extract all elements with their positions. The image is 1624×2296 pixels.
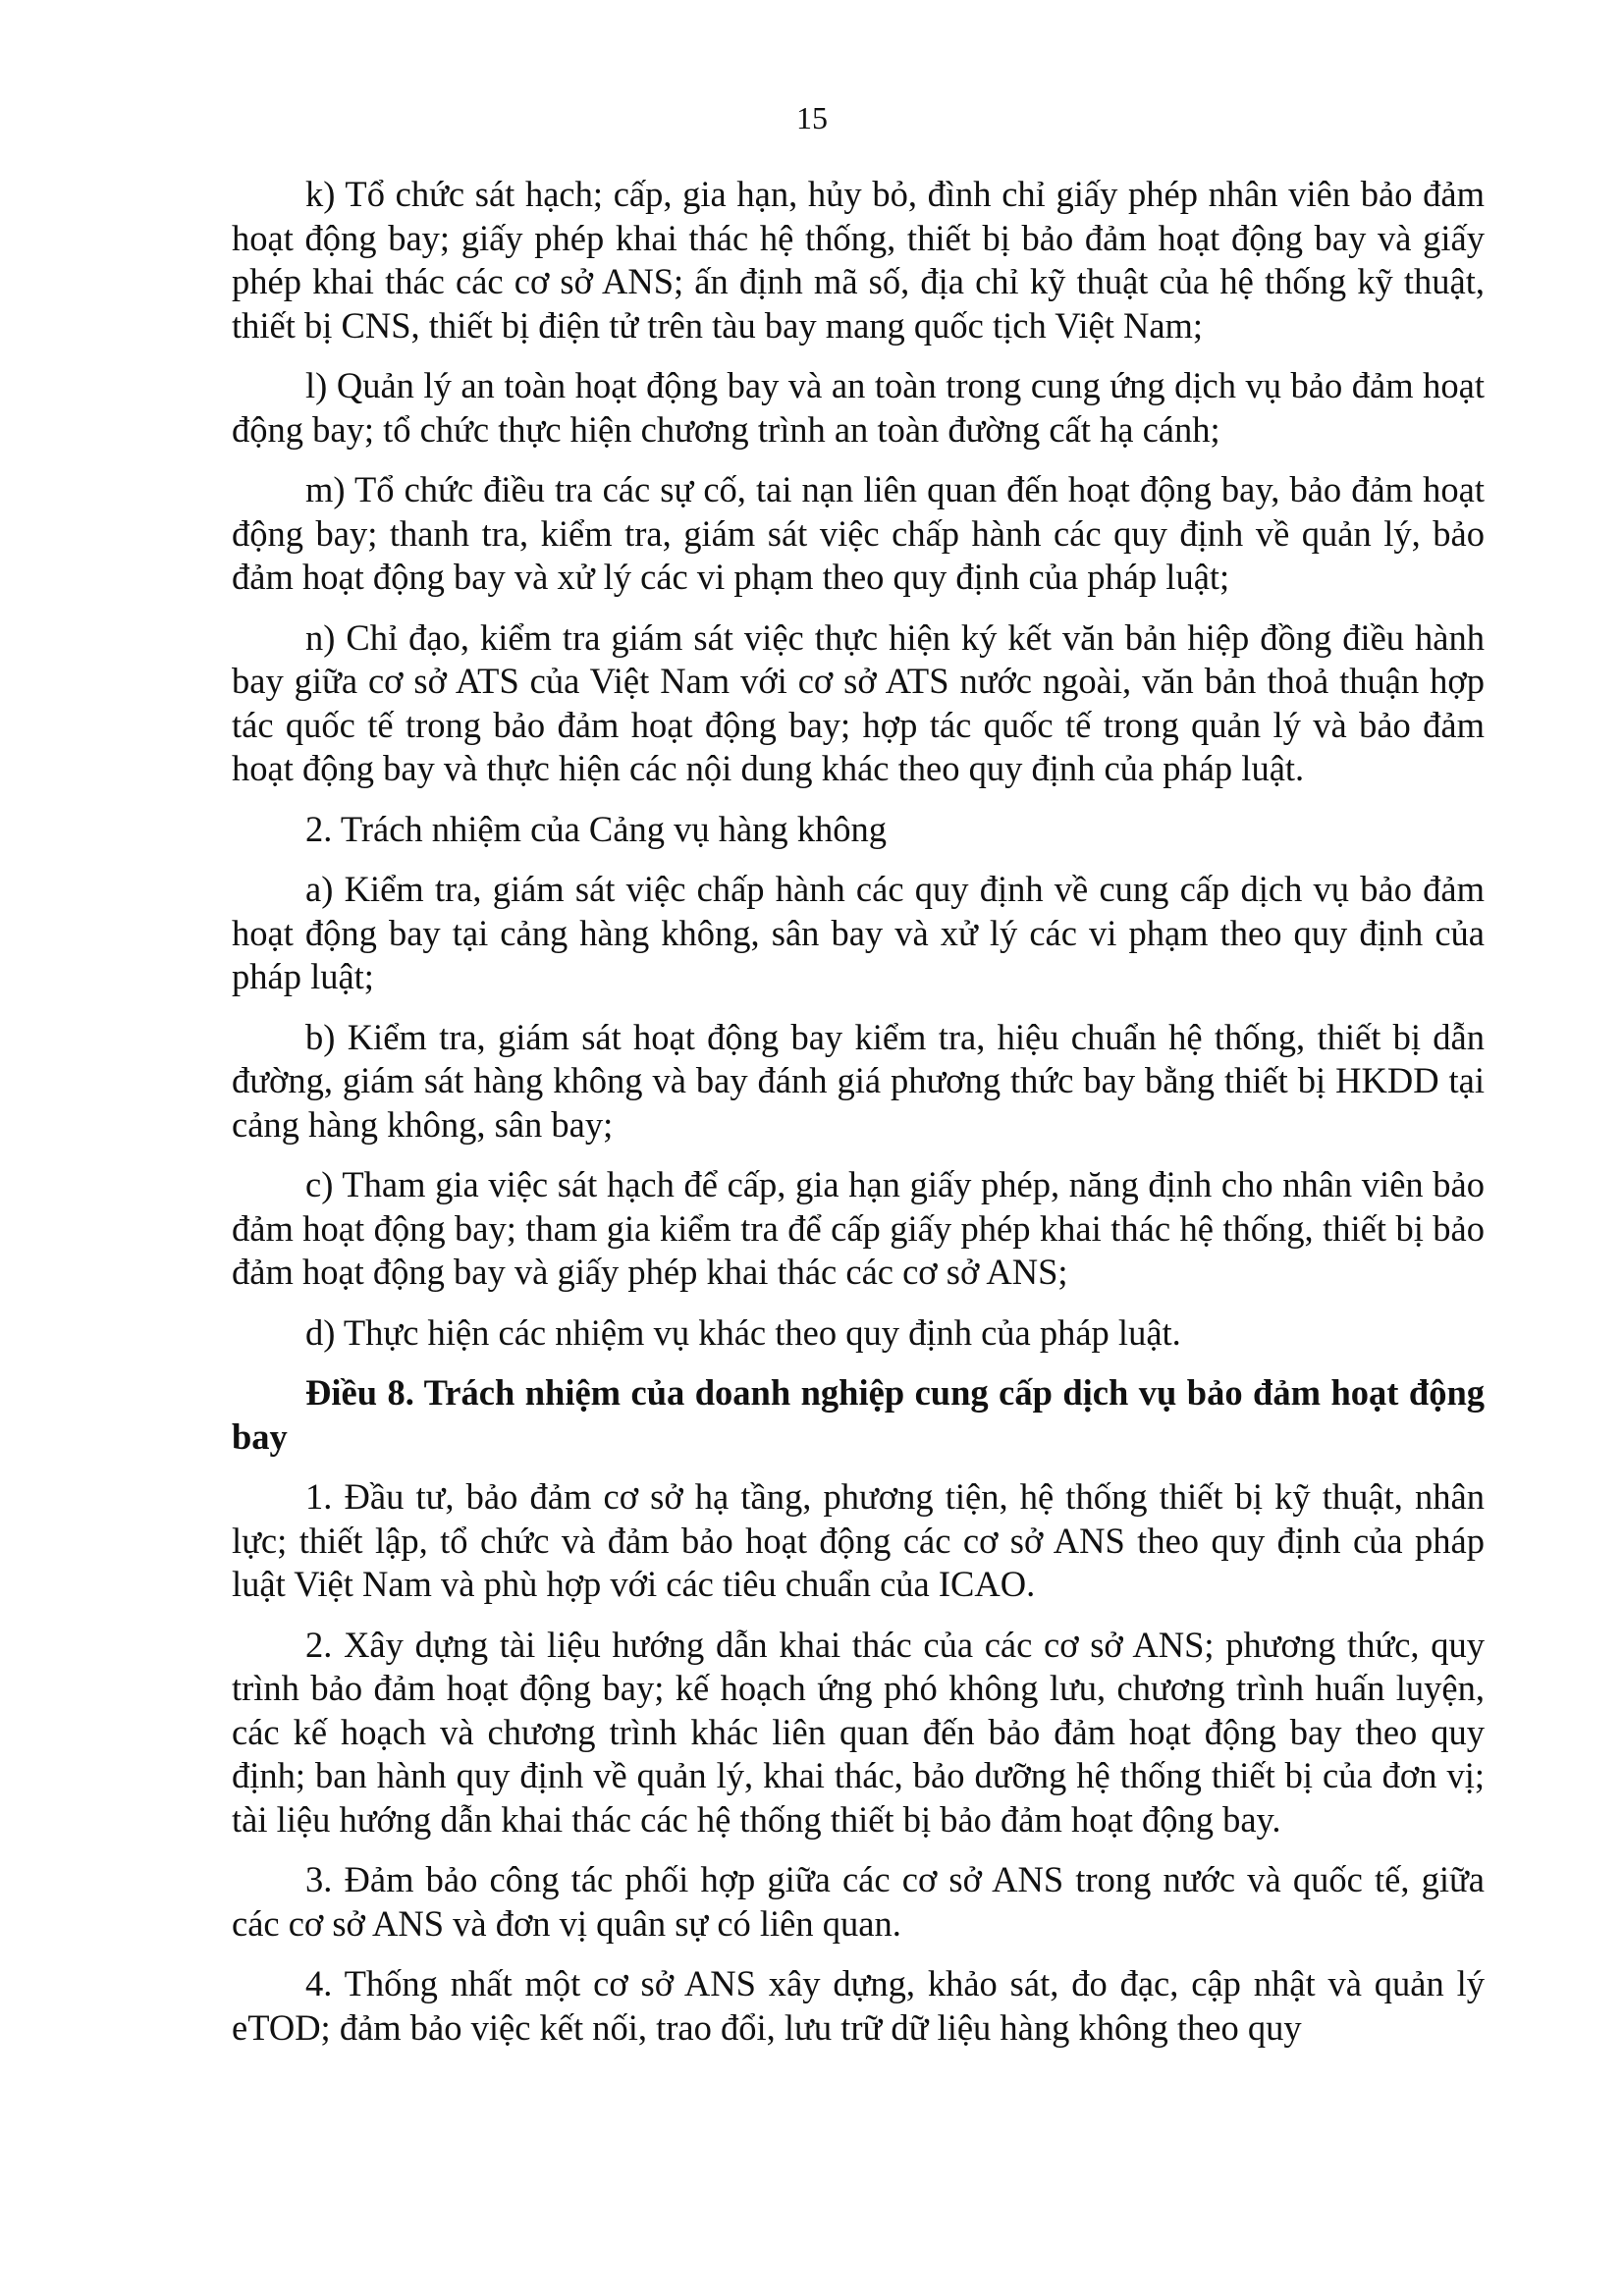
paragraph-m: m) Tổ chức điều tra các sự cố, tai nạn liên quan đến hoạt động bay, bảo đảm hoạt động bay; thanh tra, kiểm tra, giám sát việc chấp hành các quy định về quản lý, bảo đảm hoạt động bay và xử lý các vi phạm theo quy định của pháp luật; <box>232 469 1485 597</box>
article-8-clause-3: 3. Đảm bảo công tác phối hợp giữa các cơ sở ANS trong nước và quốc tế, giữa các cơ sở ANS và đơn vị quân sự có liên quan. <box>232 1859 1485 1944</box>
paragraph-c: c) Tham gia việc sát hạch để cấp, gia hạn giấy phép, năng định cho nhân viên bảo đảm hoạt động bay; tham gia kiểm tra để cấp giấy phép khai thác hệ thống, thiết bị bảo đảm hoạt động bay và giấy phép khai thác các cơ sở ANS; <box>232 1164 1485 1292</box>
paragraph-k: k) Tổ chức sát hạch; cấp, gia hạn, hủy bỏ, đình chỉ giấy phép nhân viên bảo đảm hoạt động bay; giấy phép khai thác hệ thống, thiết bị bảo đảm hoạt động bay và giấy phép khai thác các cơ sở ANS; ấn định mã số, địa chỉ kỹ thuật của hệ thống kỹ thuật, thiết bị CNS, thiết bị điện tử trên tàu bay mang quốc tịch Việt Nam; <box>232 174 1485 346</box>
article-8-heading: Điều 8. Trách nhiệm của doanh nghiệp cung cấp dịch vụ bảo đảm hoạt động bay <box>232 1372 1485 1457</box>
paragraph-l: l) Quản lý an toàn hoạt động bay và an toàn trong cung ứng dịch vụ bảo đảm hoạt động bay; tổ chức thực hiện chương trình an toàn đường cất hạ cánh; <box>232 365 1485 450</box>
clause-2-title: 2. Trách nhiệm của Cảng vụ hàng không <box>305 808 888 849</box>
paragraph-d: d) Thực hiện các nhiệm vụ khác theo quy định của pháp luật. <box>305 1311 1181 1353</box>
paragraph-n: n) Chỉ đạo, kiểm tra giám sát việc thực hiện ký kết văn bản hiệp đồng điều hành bay giữa cơ sở ATS của Việt Nam với cơ sở ATS nước ngoài, văn bản thoả thuận hợp tác quốc tế trong bảo đảm hoạt động bay; hợp tác quốc tế trong quản lý và bảo đảm hoạt động bay và thực hiện các nội dung khác theo quy định của pháp luật. <box>232 616 1485 788</box>
article-8-clause-4: 4. Thống nhất một cơ sở ANS xây dựng, khảo sát, đo đạc, cập nhật và quản lý eTOD; đảm bảo việc kết nối, trao đổi, lưu trữ dữ liệu hàng không theo quy <box>232 1963 1485 2048</box>
article-8-clause-2: 2. Xây dựng tài liệu hướng dẫn khai thác của các cơ sở ANS; phương thức, quy trình bảo đảm hoạt động bay; kế hoạch ứng phó không lưu, chương trình huấn luyện, các kế hoạch và chương trình khác liên quan đến bảo đảm hoạt động bay theo quy định; ban hành quy định về quản lý, khai thác, bảo dưỡng hệ thống thiết bị của đơn vị; tài liệu hướng dẫn khai thác các hệ thống thiết bị bảo đảm hoạt động bay. <box>232 1624 1485 1840</box>
paragraph-b: b) Kiểm tra, giám sát hoạt động bay kiểm tra, hiệu chuẩn hệ thống, thiết bị dẫn đường, giám sát hàng không và bay đánh giá phương thức bay bằng thiết bị HKDD tại cảng hàng không, sân bay; <box>232 1016 1485 1145</box>
page-number: 15 <box>796 100 828 135</box>
paragraph-a: a) Kiểm tra, giám sát việc chấp hành các quy định về cung cấp dịch vụ bảo đảm hoạt động bay tại cảng hàng không, sân bay và xử lý các vi phạm theo quy định của pháp luật; <box>232 869 1485 996</box>
article-8-clause-1: 1. Đầu tư, bảo đảm cơ sở hạ tầng, phương tiện, hệ thống thiết bị kỹ thuật, nhân lực; thiết lập, tổ chức và đảm bảo hoạt động các cơ sở ANS theo quy định của pháp luật Việt Nam và phù hợp với các tiêu chuẩn của ICAO. <box>232 1476 1485 1604</box>
document-body <box>232 173 1485 2066</box>
